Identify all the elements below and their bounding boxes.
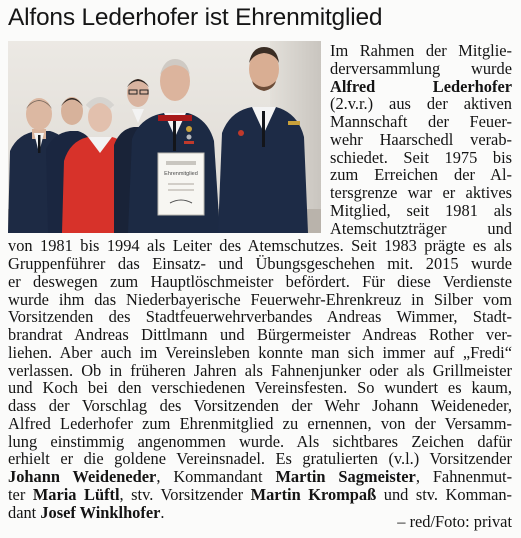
photo-credit: – red/Foto: privat bbox=[397, 512, 512, 531]
article-text-run: Atemschutzträger und bbox=[330, 218, 512, 238]
article-text-run: und stv. Komman- bbox=[376, 484, 513, 504]
article-text-run: Josef Winklhofer bbox=[40, 502, 161, 522]
article-text-run: erhielt er die goldene Vereinsnadel. Es gratulierten (v.l.) Vorsitzender bbox=[8, 449, 512, 469]
article-photo bbox=[8, 41, 321, 233]
article-text-run: von 1981 bis 1994 als Leiter des Atemschutzes. Seit 1983 prägte es als bbox=[8, 236, 512, 256]
certificate-text: Ehrenmitglied bbox=[164, 171, 198, 177]
article-headline: Alfons Lederhofer ist Ehrenmitglied bbox=[8, 4, 383, 31]
article-text-run: Maria Lüftl bbox=[32, 484, 120, 504]
article-text-run: Gruppenführer das Einsatz- und Übungsgeschehen mit. 2015 wurde bbox=[8, 254, 512, 273]
article-text-run: dass der Vorschlag des Vorsitzenden der Wehr Johann Weideneder, bbox=[8, 396, 512, 415]
article-text-run: lung einstimmig angenommen wurde. Als sichtbares Zeichen dafür bbox=[8, 431, 512, 451]
article-text-run: ter bbox=[8, 484, 33, 504]
article-text-run: zum Erreichen der Al- bbox=[330, 165, 512, 185]
article-text-run: , Fahnenmut- bbox=[415, 467, 513, 486]
article-text-run: Mitglied, seit 1981 als bbox=[330, 200, 512, 220]
article-text-run: brandrat Andreas Dittlmann und Bürgermeister Andreas Rother ver- bbox=[8, 325, 512, 344]
article-text-run: Alfred Lederhofer zum Ehrenmitglied zu ernennen, von der Versamm- bbox=[8, 413, 512, 433]
article-text-run: liehen. Aber auch im Vereinsleben konnte man sich immer auf „Fredi“ bbox=[8, 342, 512, 362]
article-text-run: , stv. Vorsitzender bbox=[119, 484, 251, 504]
article-text-run: verlassen. Ob in früheren Jahren als Fahnenjunker oder als Grillmeister bbox=[8, 360, 512, 380]
article-text-run: . bbox=[160, 502, 165, 522]
article-text-run: Vorsitzenden des Stadtfeuerwehrverbandes Andreas Wimmer, Stadt- bbox=[8, 307, 512, 327]
article-text-run: , Kommandant bbox=[156, 467, 276, 486]
article-text-run: er deswegen zum Hauptlöschmeister befördert. Für diese Verdienste bbox=[8, 271, 512, 291]
article-text-run: und Koch bei den verschiedenen Vereinsfesten. So wundert es kaum, bbox=[8, 378, 512, 398]
article-text-run: wurde ihm das Niederbayerische Feuerwehr-Ehrenkreuz in Silber vom bbox=[8, 289, 512, 309]
article-text-run: wehr Haarschedl verab- bbox=[330, 129, 512, 149]
article-text-run: Johann Weideneder bbox=[8, 467, 157, 486]
article-text-run: Lederhofer bbox=[432, 76, 512, 96]
article-text-run: Martin Sagmeister bbox=[275, 467, 416, 486]
article-text-run: dant bbox=[8, 502, 41, 522]
article-text-run: schiedet. Seit 1975 bis bbox=[330, 147, 512, 167]
article-text-run: (2.v.r.) aus der aktiven bbox=[330, 94, 512, 114]
article-text-run: Im Rahmen der Mitglie- bbox=[330, 41, 512, 60]
article-text-run: Alfred bbox=[330, 76, 376, 96]
article-text-run: Martin Krompaß bbox=[250, 484, 377, 504]
article-text-run: Mannschaft der Feuer- bbox=[330, 112, 512, 131]
article-text-run: derversammlung wurde bbox=[330, 58, 512, 78]
article-text-run: tersgrenze war er aktives bbox=[330, 183, 512, 202]
